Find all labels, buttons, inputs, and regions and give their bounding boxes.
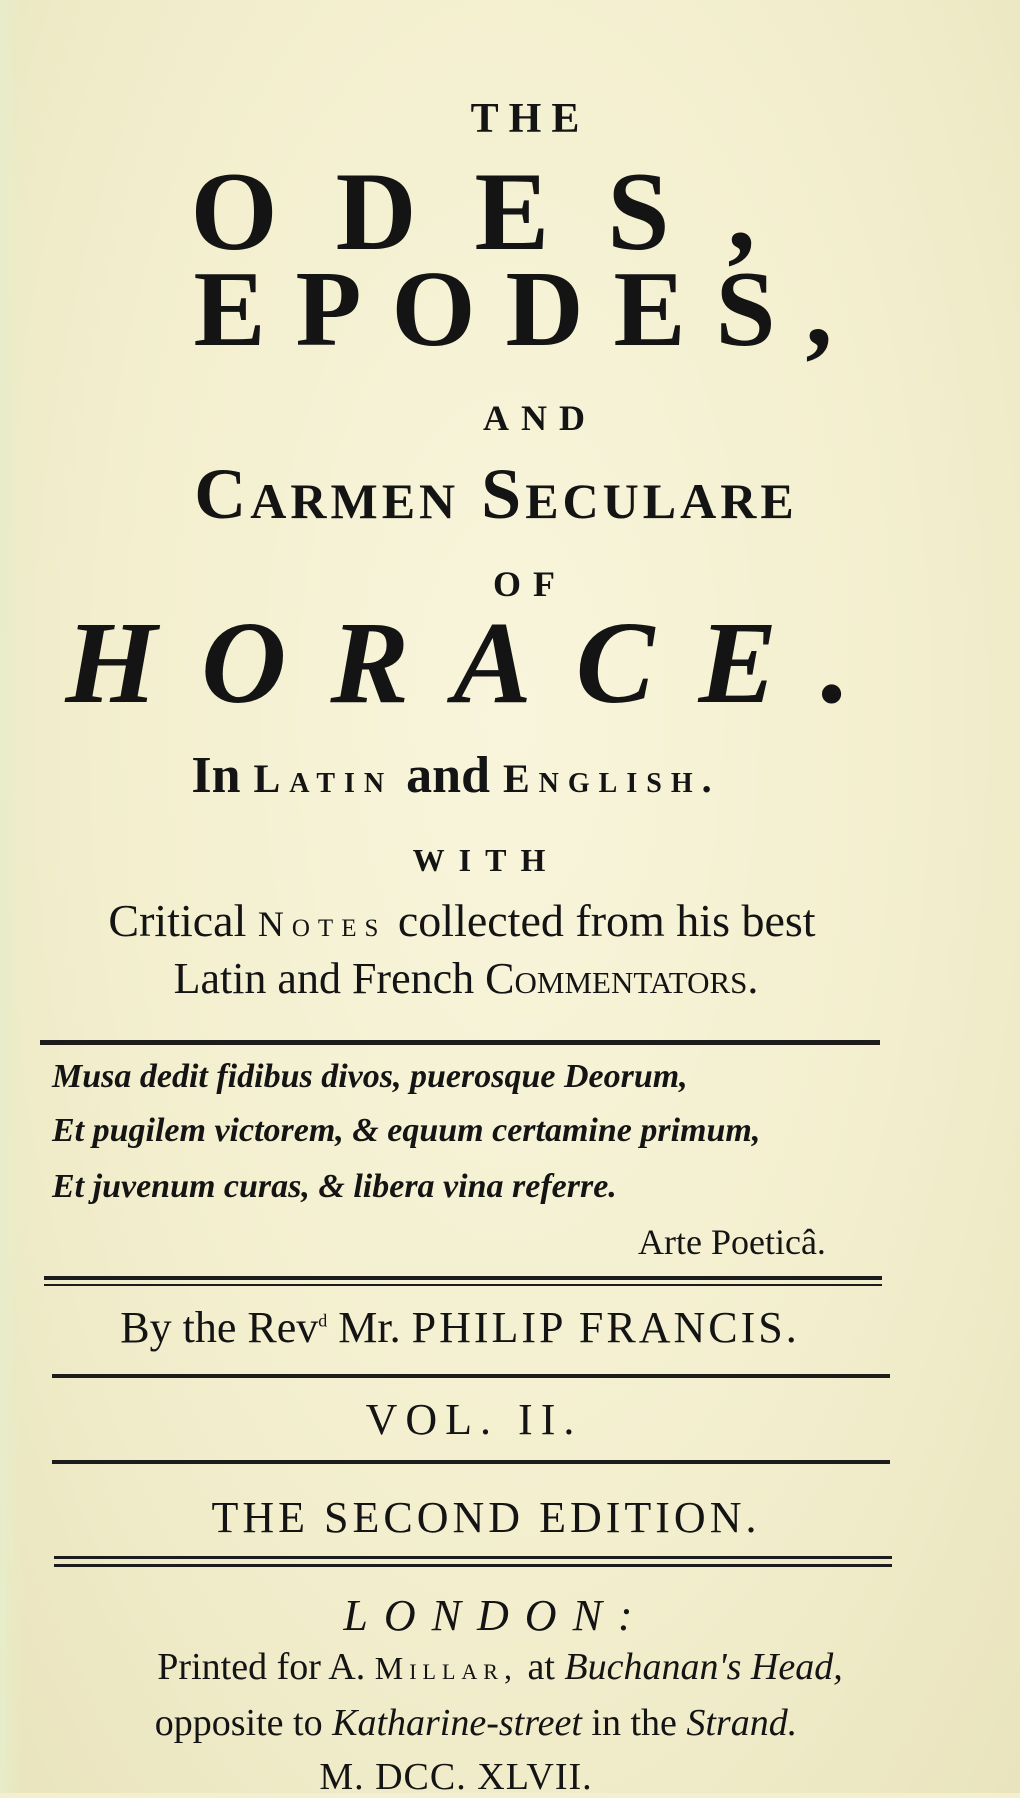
- street-name: Katharine-street: [332, 1702, 582, 1744]
- epigraph-source: Arte Poeticâ.: [638, 1222, 826, 1262]
- latin-french-text: Latin and French: [173, 954, 475, 1003]
- epigraph-line: Et pugilem victorem, & equum certamine primum,: [52, 1112, 761, 1149]
- epigraph-line: Et juvenum curas, & libera vina referre.: [52, 1168, 617, 1205]
- title-odes: ODES,: [190, 150, 814, 274]
- author-prefix: By the Rev: [120, 1303, 319, 1352]
- imprint-printed-line: [0, 1648, 1010, 1686]
- critical-word: Critical: [108, 895, 247, 946]
- language-and: and: [406, 747, 490, 804]
- with-label: WITH: [412, 842, 560, 878]
- language-latin: Latin: [253, 756, 394, 801]
- rule-above-imprint-second: [54, 1564, 892, 1567]
- commentators-word: Commentators.: [485, 954, 759, 1003]
- language-in: In: [191, 747, 241, 804]
- author-line: [0, 1303, 970, 1352]
- title-the: THE: [470, 96, 590, 142]
- at-word: at: [527, 1646, 555, 1688]
- title-and: AND: [483, 398, 597, 438]
- imprint-date: M. DCC. XLVII.: [319, 1756, 593, 1798]
- title-carmen-seculare: Carmen Seculare: [194, 454, 798, 534]
- commentators-line: [0, 954, 976, 1003]
- printer-name: Millar,: [374, 1650, 518, 1686]
- volume-label: VOL. II.: [365, 1395, 583, 1444]
- notes-word: Notes: [257, 904, 387, 944]
- imprint-address-line: [0, 1704, 986, 1742]
- imprint-city: LONDON:: [343, 1591, 649, 1640]
- title-of: OF: [493, 564, 567, 604]
- opposite-to: opposite to: [154, 1702, 323, 1744]
- language-english: English.: [503, 756, 721, 801]
- rule-above-volume: [52, 1374, 890, 1378]
- author-superscript: d: [318, 1310, 328, 1331]
- in-the: in the: [591, 1702, 677, 1744]
- author-name: PHILIP FRANCIS.: [411, 1303, 800, 1352]
- epigraph-line: Musa dedit fidibus divos, puerosque Deorum,: [52, 1058, 688, 1095]
- critical-notes-line: [0, 895, 972, 946]
- rule-above-author-thin: [44, 1284, 882, 1286]
- printed-for: Printed for A.: [157, 1646, 366, 1688]
- collected-text: collected from his best: [397, 895, 816, 946]
- title-horace: HORACE.: [65, 597, 895, 728]
- rule-above-edition: [52, 1460, 890, 1464]
- rule-above-author: [44, 1276, 882, 1280]
- edition-label: THE SECOND EDITION.: [211, 1493, 761, 1542]
- title-epodes: EPODES,: [193, 250, 863, 369]
- rule-above-epigraph: [40, 1040, 880, 1045]
- strand-name: Strand.: [686, 1702, 798, 1744]
- language-line: [0, 747, 966, 804]
- shop-sign: Buchanan's Head,: [564, 1646, 843, 1688]
- rule-above-imprint: [54, 1556, 892, 1559]
- author-title: Mr.: [338, 1303, 401, 1352]
